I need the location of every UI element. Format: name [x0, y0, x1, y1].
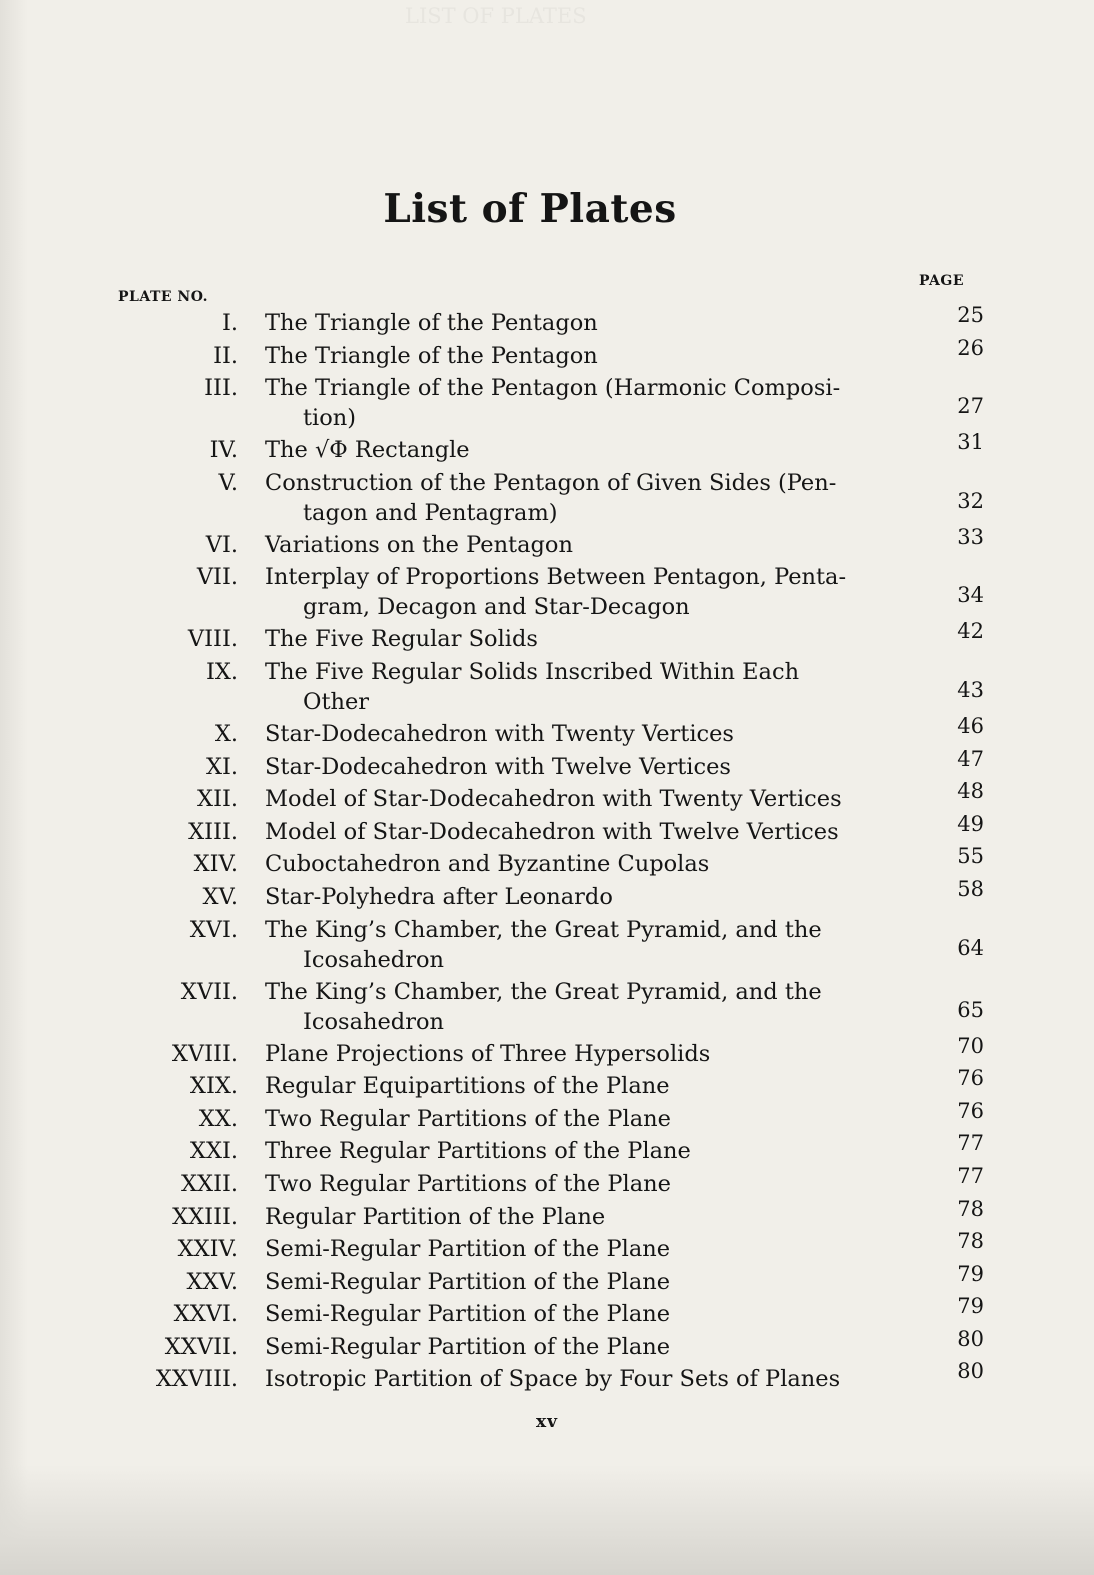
plate-title [265, 1039, 905, 1069]
plate-page-number: 42 [957, 619, 984, 644]
plate-page-number: 80 [957, 1326, 984, 1351]
plate-entry [0, 975, 1094, 1037]
plate-entry [0, 1131, 1094, 1167]
plate-number: XVII. [180, 978, 238, 1005]
plate-title [265, 1202, 905, 1232]
plate-title-line: Two Regular Partitions of the Plane [265, 1170, 671, 1197]
plate-title [265, 784, 905, 814]
plate-page-number: 25 [957, 303, 984, 327]
plate-number: XXIII. [172, 1203, 238, 1230]
plate-title-line: Three Regular Partitions of the Plane [265, 1138, 691, 1165]
plate-entry [0, 430, 1094, 466]
plate-title-continuation: tagon and Pentagram) [303, 499, 558, 526]
plate-title-continuation: Icosahedron [303, 1008, 444, 1035]
plate-entry [0, 560, 1094, 622]
plate-title-line: Star-Dodecahedron with Twelve Vertices [265, 753, 731, 780]
plate-title [265, 1234, 905, 1264]
plate-page-number: 80 [957, 1359, 984, 1384]
plate-title [265, 435, 905, 465]
plate-title [265, 1136, 905, 1166]
plate-title-line: Regular Partition of the Plane [265, 1203, 606, 1230]
plate-number: XVI. [189, 916, 238, 943]
plate-page-number: 31 [957, 430, 984, 455]
plate-title [265, 915, 905, 975]
plate-page-number: 76 [957, 1066, 984, 1091]
plate-entry [0, 1066, 1094, 1102]
plate-page-number: 46 [957, 713, 984, 738]
plate-number: XXVIII. [155, 1366, 238, 1393]
plate-title-line: Construction of the Pentagon of Given Sides (Pen- [265, 469, 837, 496]
plate-title [265, 530, 905, 560]
plate-page-number: 76 [957, 1098, 984, 1123]
plate-entry [0, 1326, 1094, 1363]
plate-page-number: 70 [957, 1033, 984, 1058]
plate-number: XIII. [188, 818, 238, 845]
plate-title [265, 1104, 905, 1134]
plate-title-line: The Triangle of the Pentagon [265, 310, 598, 336]
plate-number: XXIV. [177, 1236, 238, 1263]
plate-entry [0, 466, 1094, 528]
plate-page-number: 79 [957, 1261, 984, 1286]
plate-page-number: 34 [957, 583, 984, 608]
plate-title [265, 752, 905, 782]
plate-entry [0, 876, 1094, 913]
plate-title [265, 657, 905, 717]
plate-entry [0, 335, 1094, 372]
plate-entry [0, 779, 1094, 815]
plate-entry [0, 844, 1094, 880]
plate-title-continuation: Icosahedron [303, 946, 444, 973]
page-title: List of Plates [383, 186, 677, 232]
plate-title [265, 1299, 905, 1329]
plate-list [0, 303, 1094, 1395]
plate-title [265, 849, 905, 879]
plate-title-line: Semi-Regular Partition of the Plane [265, 1236, 671, 1263]
plate-title-line: Cuboctahedron and Byzantine Cupolas [265, 851, 710, 878]
plate-number: VII. [196, 564, 238, 591]
plate-entry [0, 524, 1094, 561]
plate-number-column-header: PLATE NO. [118, 289, 208, 305]
plate-title [265, 624, 905, 654]
plate-title [265, 1364, 905, 1394]
plate-page-number: 32 [957, 488, 984, 513]
plate-number: XIV. [193, 851, 238, 878]
plate-title-line: Variations on the Pentagon [265, 531, 573, 558]
plate-title-continuation: tion) [303, 405, 357, 432]
plate-number: XX. [198, 1105, 238, 1132]
plate-title [265, 562, 905, 622]
plate-title-line: The Triangle of the Pentagon [265, 342, 598, 369]
plate-title-line: Model of Star-Dodecahedron with Twelve Vertices [265, 818, 839, 845]
plate-title-line: Plane Projections of Three Hypersolids [265, 1040, 711, 1067]
plate-entry [0, 1261, 1094, 1298]
plate-title-line: The Five Regular Solids Inscribed Within Each [265, 658, 800, 685]
plate-title [265, 468, 905, 528]
plate-number: XXVII. [164, 1333, 238, 1360]
page-folio: xv [535, 1412, 558, 1432]
plate-title-line: The King’s Chamber, the Great Pyramid, and the [265, 916, 822, 943]
plate-number: XXVI. [173, 1301, 238, 1328]
show-through-running-head: LIST OF PLATES [405, 4, 587, 28]
plate-title [265, 1332, 905, 1362]
plate-title-line: Star-Dodecahedron with Twenty Vertices [265, 720, 734, 747]
plate-number: VIII. [187, 626, 238, 653]
plate-title-line: The King’s Chamber, the Great Pyramid, and the [265, 978, 822, 1005]
plate-entry [0, 913, 1094, 975]
plate-title-line: Model of Star-Dodecahedron with Twenty Vertices [265, 786, 842, 813]
plate-title-line: The Triangle of the Pentagon (Harmonic Composi- [265, 375, 841, 402]
plate-title [265, 1169, 905, 1199]
plate-title [265, 1071, 905, 1101]
plate-page-number: 77 [957, 1163, 984, 1188]
plate-title-continuation: gram, Decagon and Star-Decagon [303, 594, 690, 621]
plate-number: XXI. [189, 1138, 238, 1165]
plate-page-number: 78 [957, 1229, 984, 1254]
plate-title [265, 882, 905, 912]
plate-title-line: Semi-Regular Partition of the Plane [265, 1301, 671, 1328]
plate-entry [0, 1196, 1094, 1233]
plate-title [265, 341, 905, 371]
plate-number: IX. [205, 658, 238, 685]
plate-page-number: 79 [957, 1294, 984, 1319]
plate-page-number: 48 [957, 779, 984, 804]
plate-number: VI. [205, 531, 238, 558]
plate-page-number: 77 [957, 1131, 984, 1156]
plate-page-number: 65 [957, 997, 984, 1022]
plate-title-line: Isotropic Partition of Space by Four Sets of Planes [265, 1366, 841, 1393]
plate-title [265, 817, 905, 847]
plate-page-number: 58 [957, 876, 984, 901]
plate-page-number: 27 [957, 394, 984, 419]
plate-page-number: 64 [957, 935, 984, 960]
plate-title-continuation: Other [303, 688, 370, 715]
plate-page-number: 33 [957, 524, 984, 549]
plate-entry [0, 746, 1094, 783]
plate-number: II. [213, 342, 238, 369]
page-column-header: PAGE [919, 273, 964, 289]
plate-entry [0, 1098, 1094, 1135]
plate-entry [0, 303, 1094, 339]
plate-title [265, 308, 905, 338]
plate-page-number: 26 [957, 335, 984, 360]
plate-entry [0, 619, 1094, 655]
plate-entry [0, 371, 1094, 433]
plate-entry [0, 1359, 1094, 1395]
plate-number: I. [221, 310, 238, 336]
plate-number: IV. [209, 437, 238, 464]
plate-number: XII. [197, 786, 238, 813]
plate-title-line: Semi-Regular Partition of the Plane [265, 1268, 671, 1295]
plate-title-line: The √Φ Rectangle [265, 437, 470, 464]
page-bottom-shadow [0, 1465, 1094, 1575]
plate-page-number: 49 [957, 811, 984, 836]
plate-title-line: Interplay of Proportions Between Pentagon, Penta- [265, 564, 847, 591]
plate-page-number: 55 [957, 844, 984, 869]
plate-entry [0, 713, 1094, 750]
plate-page-number: 43 [957, 677, 984, 702]
plate-entry [0, 655, 1094, 717]
plate-number: XV. [202, 883, 238, 910]
plate-entry [0, 1033, 1094, 1070]
plate-page-number: 78 [957, 1196, 984, 1221]
plate-entry [0, 1163, 1094, 1200]
plate-number: X. [214, 720, 238, 747]
plate-title [265, 977, 905, 1037]
plate-title-line: Semi-Regular Partition of the Plane [265, 1333, 671, 1360]
plate-number: V. [218, 469, 238, 496]
plate-entry [0, 1294, 1094, 1330]
plate-title [265, 719, 905, 749]
plate-number: XXV. [186, 1268, 238, 1295]
plate-number: XIX. [189, 1073, 238, 1100]
plate-number: XVIII. [171, 1040, 238, 1067]
plate-entry [0, 811, 1094, 848]
plate-number: XXII. [181, 1170, 238, 1197]
plate-page-number: 47 [957, 746, 984, 771]
plate-title-line: Star-Polyhedra after Leonardo [265, 883, 613, 910]
plate-title [265, 373, 905, 433]
plate-entry [0, 1229, 1094, 1265]
plate-title [265, 1267, 905, 1297]
plate-number: III. [204, 375, 238, 402]
plate-title-line: Two Regular Partitions of the Plane [265, 1105, 671, 1132]
plate-number: XI. [205, 753, 238, 780]
plate-title-line: The Five Regular Solids [265, 626, 538, 653]
plate-title-line: Regular Equipartitions of the Plane [265, 1073, 670, 1100]
